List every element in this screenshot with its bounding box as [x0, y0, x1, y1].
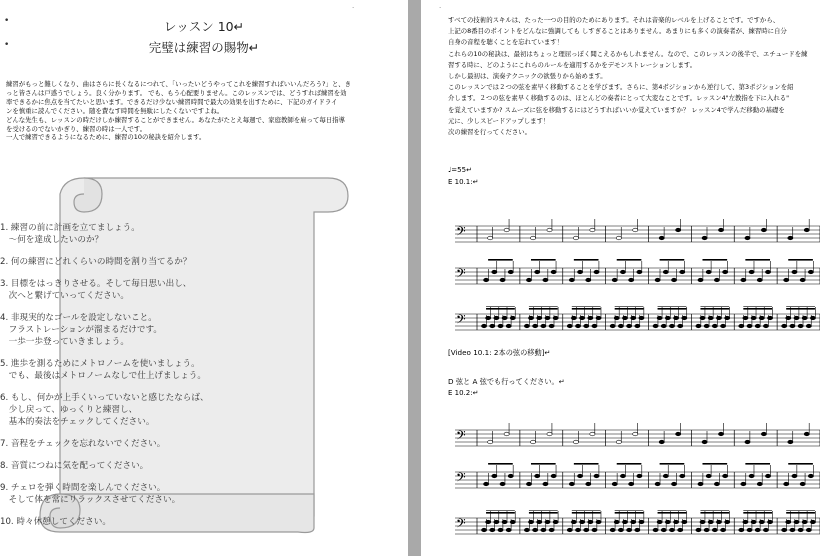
intro-line: っと皆さんは戸惑うでしょう。良く分かります。 でも、もう心配要りません。このレッスンでは、どうすれば練習を効 — [6, 88, 347, 97]
bass-clef-icon: 𝄢 — [456, 312, 466, 330]
margin-mark: · — [439, 4, 442, 12]
music-staff — [455, 306, 820, 344]
tip-item: 5. 進歩を測るためにメトロノームを使いましょう。 — [0, 359, 200, 369]
tip-item-continuation: 少し戻って、ゆっくりと練習し、 — [0, 405, 138, 415]
tip-item: 2. 何の練習にどれくらいの時間を割り当てるか？ — [0, 257, 192, 267]
bass-clef-icon: 𝄢 — [456, 224, 466, 242]
tip-item: 4. 非現実的なゴールを設定しないこと。 — [0, 313, 157, 323]
tip-item: 8. 音質につねに気を配ってください。 — [0, 461, 149, 471]
page-gutter — [408, 0, 421, 556]
video-caption: [Video 10.1: 2本の弦の移動]↵ — [448, 348, 551, 357]
tip-item-continuation: そして体を常にリラックスさせてください。 — [0, 495, 181, 505]
body-line: 次の練習を行ってください。 — [448, 128, 532, 136]
body-line: このレッスンでは２つの弦を素早く移動することを学びます。さらに、第4ポジションから逆行して、第3ポジションを紹 — [448, 83, 794, 92]
tip-item: 3. 目標をはっきりさせる。そして毎日思い出し、 — [0, 279, 192, 289]
tip-item: 9. チェロを弾く時間を楽しんでください。 — [0, 483, 166, 493]
paragraph-mark: • — [4, 40, 10, 50]
body-line: すべての技術的スキルは、たった一つの目的のためにあります。それは音楽的レベルを上げることです。ですから、 — [448, 16, 780, 24]
intro-line: ンを慎重に読んでください。随を費なす時間を無駄にしたくないですよね。 — [6, 106, 224, 115]
music-staff — [455, 200, 820, 256]
strings-note: D 弦と A 弦でも行ってください。↵ — [448, 377, 565, 386]
tip-item: 6. もし、何かが上手くいっていないと感じたならば、 — [0, 393, 209, 403]
paragraph-mark: • — [4, 16, 10, 26]
tip-item-continuation: 基本的奏法をチェックしてください。 — [0, 417, 155, 427]
bass-clef-icon: 𝄢 — [456, 516, 466, 534]
tip-item: 10. 時々休憩してください。 — [0, 517, 111, 527]
tip-item: 7. 音程をチェックを忘れないでください。 — [0, 439, 166, 449]
bass-clef-icon: 𝄢 — [456, 470, 466, 488]
music-staff — [455, 510, 820, 548]
tempo-marking: ♩=55↵ — [448, 166, 472, 174]
tip-item-continuation: でも、最後はメトロノームなしで仕上げましょう。 — [0, 371, 206, 381]
music-staff — [455, 404, 820, 460]
body-line: を覚えていますか? スムーズに弦を移動するにはどうすればいいか覚えていますか？ レッスン4で学んだ移動の基礎を — [448, 105, 785, 114]
tip-item-continuation: フラストレーションが溜まるだけです。 — [0, 325, 162, 335]
intro-line: どんな先生も、レッスンの時だけしか練習することができません。あなたがたとえ毎週で、家庭教師を雇って毎日指導 — [6, 115, 345, 124]
lesson-subtitle: 完璧は練習の賜物↵ — [148, 40, 260, 55]
music-staff — [455, 254, 820, 298]
intro-line: 練習がもっと難しくなり、曲はさらに長くなるにつれて、「いったいどうやってこれを練習すればいいんだろう?」と、き — [6, 80, 352, 88]
margin-mark: · — [352, 4, 355, 12]
bass-clef-icon: 𝄢 — [456, 266, 466, 284]
document-page-left — [0, 0, 408, 556]
body-line: 上記の8番目のポイントをどんなに強調しても しすぎることはありません。あまりにも多くの演奏者が、練習時に自分 — [448, 27, 787, 36]
tip-item: 1. 練習の前に計画を立てましょう。 — [0, 223, 140, 233]
intro-line: を受けるのでないかぎり、練習の時は一人です。 — [6, 124, 147, 133]
exercise-label: E 10.1:↵ — [448, 178, 479, 186]
body-line: しかし最初は、演奏テクニックの欲張りから始めます。 — [448, 72, 607, 80]
tip-item-continuation: 一歩一歩登っていきましょう。 — [0, 337, 129, 347]
body-line: これらの10の秘訣は、最初はちょっと理屈っぽく聞こえるかもしれません。なので、このレッスンの後半で、エチュードを練 — [448, 49, 808, 58]
music-staff — [455, 458, 820, 502]
lesson-title: レッスン 10↵ — [163, 19, 245, 34]
body-line: 元に、少しスピードアップします！ — [448, 116, 550, 125]
intro-line: 一人で練習できるようになるために、練習の10の秘訣を紹介します。 — [6, 133, 206, 142]
exercise-label: E 10.2:↵ — [448, 389, 479, 397]
body-line: 自身の音程を聴くことを忘れています！ — [448, 38, 564, 47]
tip-item-continuation: ～何を達成したいのか？ — [0, 235, 104, 245]
body-line: 習する時に、どのようにこれらのルールを適用するかをデモンストレーションします。 — [448, 60, 697, 69]
tip-item-continuation: 次へと繋げていってください。 — [0, 291, 129, 301]
bass-clef-icon: 𝄢 — [456, 428, 466, 446]
body-line: 介します。２つの弦を素早く移動するのは、ほとんどの奏者にとって大変なことです。レッスン4"左教指を下に入れる" — [448, 94, 790, 103]
intro-line: 率できるかに焦点を当てたいと思います。できるだけ少ない練習時間で最大の効果を出すために、下記のガイドライ — [6, 97, 338, 106]
